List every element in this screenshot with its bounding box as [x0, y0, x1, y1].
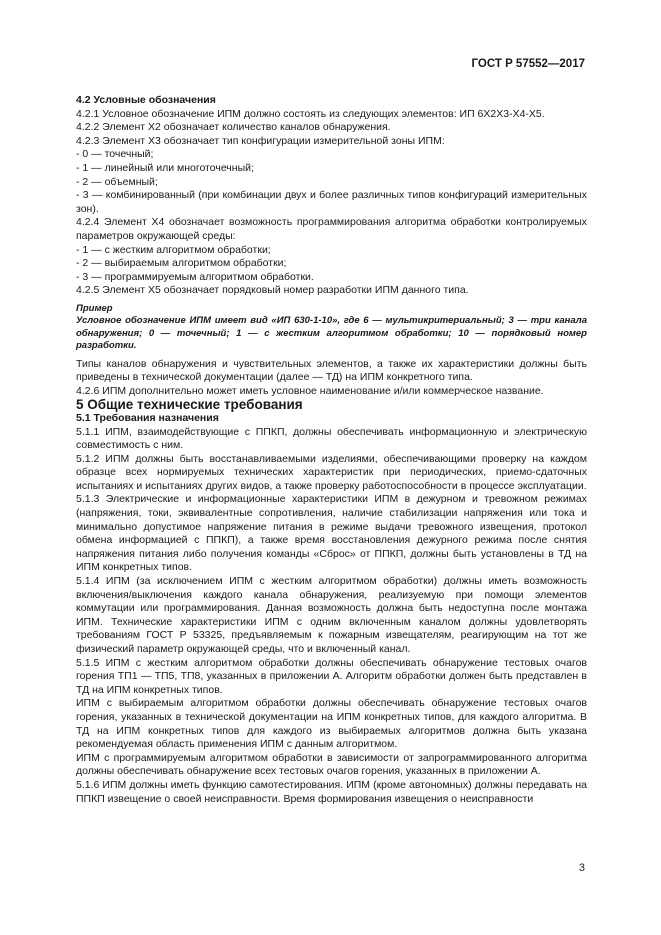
paragraph: 5.1.1 ИПМ, взаимодействующие с ППКП, должны обеспечивать информационную и электрическую совместимость с ним.: [76, 425, 587, 452]
paragraph: 4.2.4 Элемент Х4 обозначает возможность программирования алгоритма обработки контролируемых параметров окружающей среды:: [76, 216, 587, 242]
paragraph: 4.2.3 Элемент Х3 обозначает тип конфигурации измерительной зоны ИПМ:: [76, 134, 445, 147]
paragraph: 4.2.6 ИПМ дополнительно может иметь условное наименование и/или коммерческое название.: [76, 384, 544, 397]
paragraph: 5.1.2 ИПМ должны быть восстанавливаемыми изделиями, обеспечивающими проверку на каждом образце всех нормируемых технических характеристик при периодических, приемо-сдаточных испытаниях и испытаниях других видов, а также проверку работоспособности в процессе эксплуатации.: [76, 452, 587, 492]
page-number: 3: [578, 862, 585, 874]
paragraph: 5.1.3 Электрические и информационные характеристики ИПМ в дежурном и тревожном режимах (напряжения, токи, эквивалентные сопротивления, наличие стабилизации напряжения или тока и минимально допустимое напряжение питания в режиме выдачи тревожного извещения, протокол обмена информацией с ППКП), а также время восстановления дежурного режима после снятия напряжения питания либо получения команды «Сброс» от ППКП, должны быть установлены в ТД на ИПМ конкретных типов.: [76, 493, 587, 574]
list-item: - 3 — комбинированный (при комбинации двух и более различных типов конфигураций измерительных зон).: [76, 189, 587, 215]
section-4-2-title: 4.2 Условные обозначения: [76, 94, 216, 106]
example-block: [76, 303, 587, 353]
section-5-title: 5 Общие технические требования: [76, 397, 303, 413]
example-label: Пример: [76, 302, 113, 314]
list-item: - 1 — линейный или многоточечный;: [76, 161, 254, 174]
paragraph: ИПМ с выбираемым алгоритмом обработки должны обеспечивать обнаружение тестовых очагов горения, указанных в технической документации на ИПМ конкретных типов, для каждого алгоритма. В ТД на ИПМ конкретных типов для каждого из выбираемых алгоритмов должна быть указана рекомендуемая область применения ИПМ с данным алгоритмом.: [76, 697, 587, 751]
paragraph: 4.2.5 Элемент Х5 обозначает порядковый номер разработки ИПМ данного типа.: [76, 284, 469, 297]
paragraph: ИПМ с программируемым алгоритмом обработки в зависимости от запрограммированного алгоритма должны обеспечивать обнаружение всех тестовых очагов горения, указанных в приложении А.: [76, 751, 587, 778]
paragraph: 5.1.6 ИПМ должны иметь функцию самотестирования. ИПМ (кроме автономных) должны передавать на ППКП извещение о своей неисправности. Время формирования извещения о неисправности: [76, 778, 587, 805]
list-item: - 2 — объемный;: [76, 175, 158, 188]
list-item: - 0 — точечный;: [76, 148, 154, 161]
example-text: Условное обозначение ИПМ имеет вид «ИП 630-1-10», где 6 — мультикритериальный; 3 — три канала обнаружения; 0 — точечный; 1 — с жестким алгоритмом обработки; 10 — порядковый номер разработки.: [76, 315, 587, 352]
list-item: - 1 — с жестким алгоритмом обработки;: [76, 243, 271, 256]
list-item: - 2 — выбираемым алгоритмом обработки;: [76, 257, 287, 270]
page-content: [76, 93, 587, 806]
paragraph: 4.2.1 Условное обозначение ИПМ должно состоять из следующих элементов: ИП 6Х2Х3-Х4-Х5.: [76, 107, 545, 120]
paragraph: 5.1.5 ИПМ с жестким алгоритмом обработки должны обеспечивать обнаружение тестовых очагов горения ТП1 — ТП5, ТП8, указанных в приложении А. Алгоритм обработки должен быть представлен в ТД на ИПМ конкретных типов.: [76, 656, 587, 696]
document-code: ГОСТ Р 57552—2017: [471, 58, 585, 70]
paragraph: 4.2.2 Элемент Х2 обозначает количество каналов обнаружения.: [76, 121, 391, 134]
list-item: - 3 — программируемым алгоритмом обработки.: [76, 270, 314, 283]
section-5-1-title: 5.1 Требования назначения: [76, 411, 219, 424]
paragraph: Типы каналов обнаружения и чувствительных элементов, а также их характеристики должны быть приведены в технической документации (далее — ТД) на ИПМ конкретного типа.: [76, 357, 587, 384]
paragraph: 5.1.4 ИПМ (за исключением ИПМ с жестким алгоритмом обработки) должны иметь возможность включения/выключения каждого канала обнаружения, реализуемую при помощи элементов коммутации или программирования. Данная возможность должна быть недоступна после монтажа ИПМ. Технические характеристики ИПМ с одним включенным каналом должны удовлетворять требованиям ГОСТ Р 53325, предъявляемым к пожарным извещателям, реагирующим на тот же физический параметр окружающей среды, что и включенный канал.: [76, 575, 587, 655]
